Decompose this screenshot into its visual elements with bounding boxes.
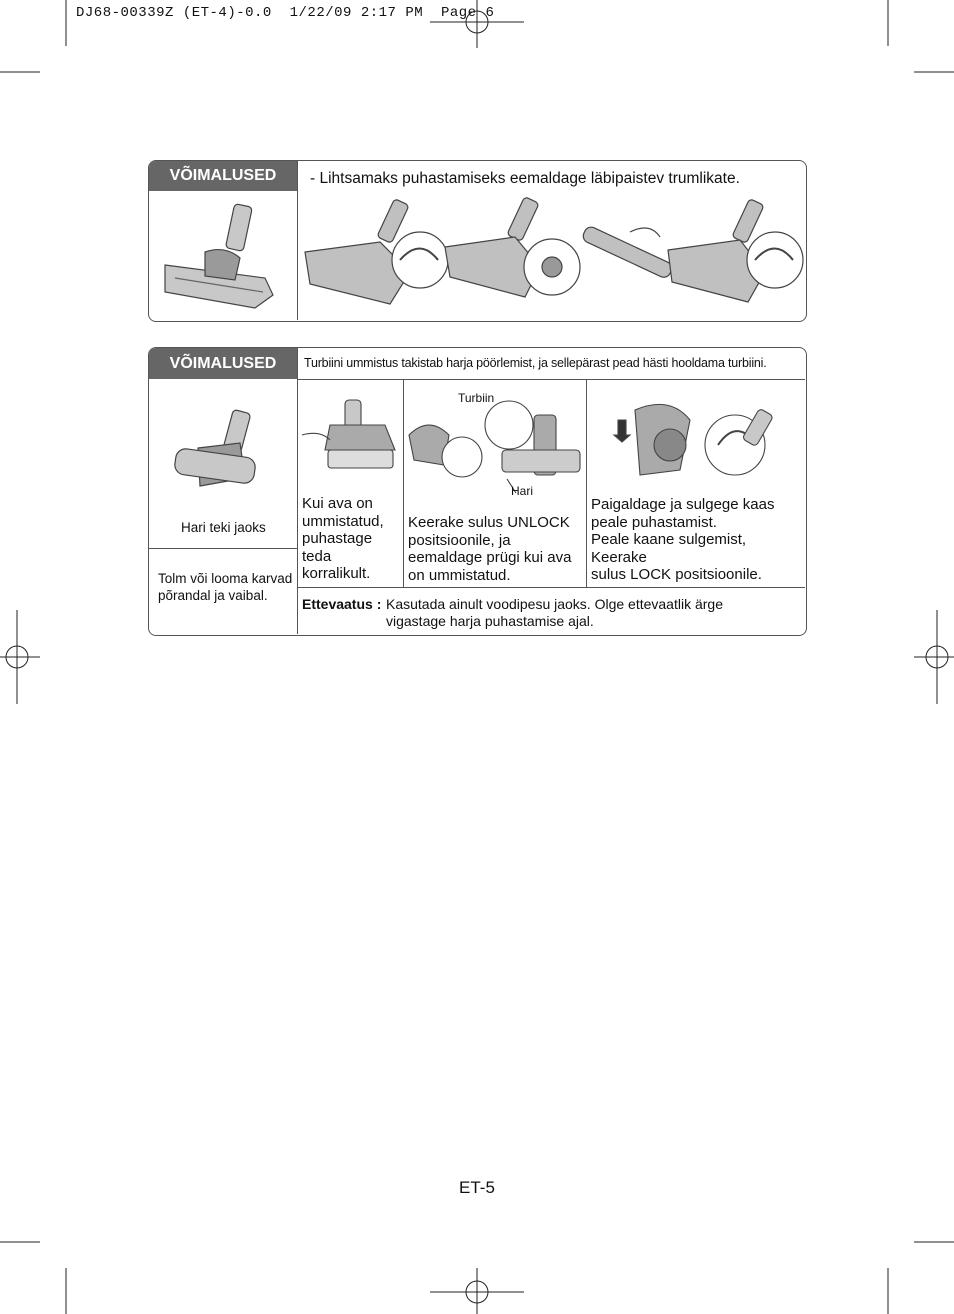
left-caption-bedding: Hari teki jaoks xyxy=(181,520,266,535)
step-divider-2 xyxy=(586,380,587,587)
step3-line: Keerake xyxy=(591,548,647,566)
step3-text xyxy=(591,496,774,584)
step2-line: eemaldage prügi kui ava xyxy=(408,549,572,566)
caution-line-1: Kasutada ainult voodipesu jaoks. Olge ettevaatlik ärge xyxy=(386,596,723,612)
caution-line-2: vigastage harja puhastamise ajal. xyxy=(386,613,594,629)
panel1-divider xyxy=(297,161,298,320)
panel2-label: VÕIMALUSED xyxy=(149,348,297,379)
step3-line: Paigaldage ja sulgege kaas xyxy=(591,496,775,513)
left-caption-dust-l2: põrandal ja vaibal. xyxy=(158,588,268,603)
panel2-header-rule xyxy=(298,379,805,380)
step2-line: on ummistatud. xyxy=(408,566,511,584)
step2-illustration xyxy=(404,395,586,505)
step1-text xyxy=(302,495,384,583)
label-brush: Hari xyxy=(511,484,534,498)
step1-line: teda xyxy=(302,547,332,565)
step2-line: positsioonile, ja xyxy=(408,531,511,549)
page-number: ET-5 xyxy=(459,1178,495,1197)
step3-illustration xyxy=(610,390,780,490)
panel1-label: VÕIMALUSED xyxy=(149,161,297,191)
step3-line: peale puhastamist. xyxy=(591,513,717,531)
step1-line: Kui ava on xyxy=(302,495,373,512)
caution-label: Ettevaatus : xyxy=(302,596,382,612)
step2-text xyxy=(408,514,571,584)
step1-illustration xyxy=(300,395,400,480)
step1-line: ummistatud, xyxy=(302,512,384,530)
floor-brush-illustration xyxy=(155,200,295,315)
step3-line: sulus LOCK positsioonile. xyxy=(591,566,762,583)
left-column-rule xyxy=(149,548,297,549)
panel2-divider-main xyxy=(297,348,298,634)
left-caption-dust-l1: Tolm või looma karvad xyxy=(158,571,293,586)
step1-line: korralikult. xyxy=(302,565,371,582)
drum-cover-removal-steps xyxy=(300,192,805,317)
panel1-instruction: - Lihtsamaks puhastamiseks eemaldage läbipaistev trumlikate. xyxy=(310,170,740,187)
step3-line: Peale kaane sulgemist, xyxy=(591,531,747,548)
step1-line: puhastage xyxy=(302,530,373,547)
panel2-instruction: Turbiini ummistus takistab harja pöörlemist, ja sellepärast pead hästi hooldama turbiini. xyxy=(304,356,767,370)
caution-rule xyxy=(298,587,805,588)
label-turbine: Turbiin xyxy=(458,391,495,405)
turbo-brush-illustration xyxy=(170,408,270,498)
step2-line: Keerake sulus UNLOCK xyxy=(408,514,570,531)
print-header: DJ68-00339Z (ET-4)-0.0 1/22/09 2:17 PM Page 6 xyxy=(76,5,495,21)
